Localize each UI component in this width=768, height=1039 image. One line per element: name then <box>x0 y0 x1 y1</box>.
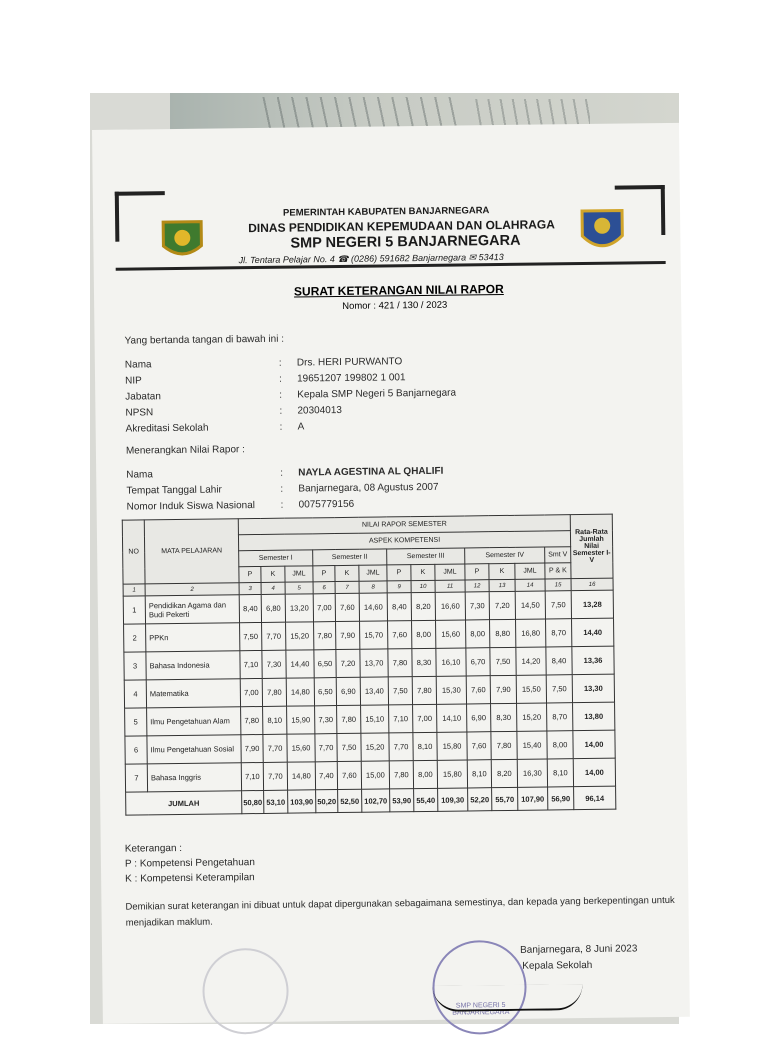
header-line-2: DINAS PENDIDIKAN KEPEMUDAAN DAN OLAHRAGA <box>248 217 555 236</box>
subheader-cell: JML <box>285 566 313 582</box>
table-cell: 7,10 <box>240 650 262 678</box>
table-cell: 13,40 <box>360 677 388 705</box>
table-cell: 14,20 <box>516 647 546 675</box>
table-cell: 7,20 <box>336 649 360 677</box>
subheader-cell: K <box>411 564 435 580</box>
table-cell: 7,80 <box>337 705 361 733</box>
table-cell: 15,40 <box>517 731 547 759</box>
table-cell: 7,70 <box>263 734 287 762</box>
total-row <box>126 786 616 815</box>
table-cell: 15,90 <box>287 706 315 734</box>
table-cell: 8,00 <box>413 760 437 788</box>
table-cell: 15,30 <box>436 676 466 704</box>
table-cell: 14,40 <box>572 618 614 647</box>
header-semester: Smt V <box>545 547 571 563</box>
column-number: 14 <box>515 579 545 591</box>
table-cell: 15,20 <box>361 733 389 761</box>
table-cell: 7,70 <box>262 622 286 650</box>
table-cell: 8,20 <box>491 759 517 787</box>
table-cell: 7,60 <box>466 676 490 704</box>
table-cell: 14,80 <box>287 762 315 790</box>
table-cell: 4 <box>124 680 146 708</box>
total-cell: 50,80 <box>242 790 264 813</box>
column-number: 16 <box>571 578 613 591</box>
table-cell: 7,60 <box>467 732 491 760</box>
table-cell: 8,40 <box>387 593 411 621</box>
table-cell: Bahasa Indonesia <box>146 651 240 680</box>
signer-colons: : : : : : <box>278 357 283 433</box>
header-semester: Semester III <box>387 548 465 565</box>
header-line-1: PEMERINTAH KABUPATEN BANJARNEGARA <box>282 205 490 219</box>
table-cell: 7,90 <box>490 675 516 703</box>
subheader-cell: JML <box>435 564 465 580</box>
total-label: JUMLAH <box>126 791 242 815</box>
table-cell: 8,00 <box>547 731 573 759</box>
table-cell: 7,70 <box>263 762 287 790</box>
table-cell: 7,40 <box>315 762 337 790</box>
table-cell: 15,20 <box>517 703 547 731</box>
student-colons: : : : <box>280 467 284 511</box>
column-number: 10 <box>411 580 435 592</box>
table-cell: 7,60 <box>337 761 361 789</box>
table-cell: 16,30 <box>517 759 547 787</box>
table-cell: 7,60 <box>335 593 359 621</box>
intro-text: Yang bertanda tangan di bawah ini : <box>124 333 285 347</box>
subheader-cell: K <box>261 566 285 582</box>
table-cell: Ilmu Pengetahuan Sosial <box>147 735 241 764</box>
total-cell: 109,30 <box>438 788 468 811</box>
table-cell: 3 <box>124 652 146 680</box>
table-cell: 16,80 <box>516 619 546 647</box>
column-number: 3 <box>239 582 261 594</box>
table-cell: 15,60 <box>436 620 466 648</box>
total-cell: 53,10 <box>264 790 288 813</box>
total-cell: 55,70 <box>492 787 518 810</box>
student-values: NAYLA AGESTINA AL QHALIFI Banjarnegara, 08 Agustus 2007 0075779156 <box>298 465 444 511</box>
total-cell: 56,90 <box>548 787 574 810</box>
table-cell: 13,20 <box>285 594 313 622</box>
school-stamp: SMP NEGERI 5 BANJARNEGARA <box>432 940 527 1035</box>
subheader-cell: P <box>387 565 411 581</box>
grades-body <box>123 590 616 815</box>
faded-stamp <box>202 948 289 1035</box>
table-cell: 7,00 <box>240 678 262 706</box>
subheader-cell: K <box>489 563 515 579</box>
table-cell: 7,50 <box>337 733 361 761</box>
total-cell: 52,20 <box>468 788 492 811</box>
table-cell: 7,00 <box>413 704 437 732</box>
total-cell: 50,20 <box>316 790 338 813</box>
table-cell: 7,80 <box>412 676 436 704</box>
total-rata-rata: 96,14 <box>574 786 616 810</box>
document-title: SURAT KETERANGAN NILAI RAPOR <box>293 281 504 299</box>
column-number: 4 <box>261 582 285 594</box>
table-cell: 15,70 <box>360 621 388 649</box>
table-cell: 6,90 <box>467 704 491 732</box>
signer-title: Kepala Sekolah <box>522 959 593 972</box>
table-cell: 7,70 <box>315 734 337 762</box>
table-cell: 7,50 <box>490 647 516 675</box>
table-cell: 14,80 <box>286 678 314 706</box>
table-cell: 16,60 <box>435 592 465 620</box>
table-cell: 15,50 <box>516 675 546 703</box>
table-cell: 14,40 <box>286 650 314 678</box>
column-number: 13 <box>489 579 515 591</box>
table-cell: 8,40 <box>546 647 572 675</box>
column-number: 6 <box>313 582 335 594</box>
place-date: Banjarnegara, 8 Juni 2023 <box>519 943 638 956</box>
table-cell: 15,00 <box>361 761 389 789</box>
table-cell: 6 <box>125 736 147 764</box>
table-cell: Matematika <box>146 679 240 708</box>
table-cell: 15,80 <box>437 732 467 760</box>
table-cell: 8,80 <box>490 619 516 647</box>
table-cell: 7,10 <box>241 762 263 790</box>
total-cell: 53,90 <box>390 789 414 812</box>
table-cell: 7,50 <box>240 622 262 650</box>
table-cell: 6,90 <box>336 677 360 705</box>
signer-labels: Nama NIP Jabatan NPSN Akreditasi Sekolah <box>124 359 209 435</box>
table-cell: 7,90 <box>336 621 360 649</box>
header-semester: Semester I <box>239 550 313 567</box>
table-cell: 7,30 <box>315 706 337 734</box>
table-cell: 7,60 <box>388 621 412 649</box>
table-cell: 14,00 <box>573 758 615 787</box>
subheader-cell: JML <box>515 563 545 579</box>
table-cell: 13,36 <box>572 646 614 675</box>
table-cell: Ilmu Pengetahuan Alam <box>147 707 241 736</box>
table-cell: 13,28 <box>571 590 613 619</box>
keterangan-block: Keterangan : P : Kompetensi Pengetahuan K : Kompetensi Keterampilan <box>124 842 255 885</box>
student-labels: Nama Tempat Tanggal Lahir Nomor Induk Siswa Nasional <box>126 469 256 513</box>
table-cell: 7,30 <box>465 592 489 620</box>
table-cell: 6,50 <box>314 678 336 706</box>
column-number: 15 <box>545 579 571 591</box>
total-cell: 52,50 <box>338 789 362 812</box>
table-cell: 6,80 <box>261 594 285 622</box>
table-cell: 7,90 <box>241 734 263 762</box>
table-cell: Pendidikan Agama dan Budi Pekerti <box>145 595 239 624</box>
column-number: 8 <box>359 581 387 593</box>
table-cell: 7,80 <box>388 649 412 677</box>
total-cell: 107,90 <box>518 787 548 810</box>
table-cell: 7,80 <box>314 622 336 650</box>
table-cell: 1 <box>123 596 145 624</box>
subheader-cell: JML <box>359 565 387 581</box>
header-aspek: ASPEK KOMPETENSI <box>238 531 570 551</box>
subheader-cell: P & K <box>545 563 571 579</box>
table-cell: 8,70 <box>547 703 573 731</box>
header-nilai: NILAI RAPOR SEMESTER <box>238 515 570 535</box>
table-cell: 7,80 <box>491 731 517 759</box>
column-number: 1 <box>123 584 145 596</box>
table-cell: 14,00 <box>573 730 615 759</box>
table-cell: 8,70 <box>546 619 572 647</box>
header-semester: Semester IV <box>465 547 545 564</box>
table-cell: Bahasa Inggris <box>147 763 241 792</box>
table-cell: 14,50 <box>515 591 545 619</box>
explain-text: Menerangkan Nilai Rapor : <box>125 444 245 457</box>
table-cell: 7,80 <box>389 761 413 789</box>
table-cell: 13,30 <box>572 674 614 703</box>
header-no: NO <box>122 520 145 584</box>
column-number: 5 <box>285 582 313 594</box>
table-cell: 7,80 <box>262 678 286 706</box>
table-cell: 7,00 <box>313 594 335 622</box>
table-cell: 7,50 <box>545 591 571 619</box>
header-semester: Semester II <box>313 549 387 566</box>
grades-table <box>122 514 617 816</box>
table-cell: 7,80 <box>241 706 263 734</box>
table-cell: 13,70 <box>360 649 388 677</box>
table-cell: 2 <box>124 624 146 652</box>
table-cell: 7,50 <box>388 677 412 705</box>
column-number: 9 <box>387 581 411 593</box>
signature <box>432 984 582 1012</box>
signer-values: Drs. HERI PURWANTO 19651207 199802 1 001 Kepala SMP Negeri 5 Banjarnegara 20304013 A <box>296 356 457 433</box>
header-mapel: MATA PELAJARAN <box>144 519 239 584</box>
table-cell: 8,30 <box>491 703 517 731</box>
subheader-cell: P <box>239 566 261 582</box>
header-address: Jl. Tentara Pelajar No. 4 ☎ (0286) 591682 Banjarnegara ✉ 53413 <box>238 251 504 266</box>
table-cell: 7,50 <box>546 675 572 703</box>
subheader-cell: P <box>313 566 335 582</box>
school-logo <box>577 205 628 256</box>
table-cell: 7,30 <box>262 650 286 678</box>
column-number: 7 <box>335 581 359 593</box>
header-line-3: SMP NEGERI 5 BANJARNEGARA <box>290 232 521 252</box>
total-cell: 55,40 <box>414 788 438 811</box>
table-cell: 15,80 <box>437 760 467 788</box>
table-cell: 8,40 <box>239 594 261 622</box>
closing-text: Demikian surat keterangan ini dibuat untuk dapat dipergunakan sebagaimana semestinya, dan kepada yang berkepentingan untuk menjadikan maklum. <box>125 894 675 929</box>
table-cell: 15,60 <box>287 734 315 762</box>
total-cell: 103,90 <box>288 790 316 813</box>
table-cell: 8,10 <box>467 760 491 788</box>
table-cell: 6,50 <box>314 650 336 678</box>
table-cell: 8,10 <box>413 732 437 760</box>
regency-logo <box>159 216 206 265</box>
table-cell: 7,10 <box>389 705 413 733</box>
table-cell: 14,60 <box>359 593 387 621</box>
ornament-left <box>115 191 166 242</box>
table-cell: 16,10 <box>436 648 466 676</box>
table-cell: 8,10 <box>547 759 573 787</box>
table-cell: 8,00 <box>466 620 490 648</box>
table-cell: 7 <box>125 764 147 792</box>
table-cell: PPKn <box>146 623 240 652</box>
table-cell: 8,00 <box>412 620 436 648</box>
column-number: 11 <box>435 580 465 592</box>
subheader-cell: P <box>465 564 489 580</box>
table-cell: 7,70 <box>389 733 413 761</box>
column-number: 12 <box>465 580 489 592</box>
subheader-cell: K <box>335 565 359 581</box>
table-cell: 15,20 <box>286 622 314 650</box>
table-cell: 13,80 <box>573 702 615 731</box>
header-rata-rata: Rata-Rata Jumlah Nilai Semester I-V <box>570 514 613 579</box>
table-cell: 6,70 <box>466 648 490 676</box>
document-number: Nomor : 421 / 130 / 2023 <box>342 299 448 312</box>
table-cell: 8,10 <box>263 706 287 734</box>
document-sheet <box>92 123 690 1024</box>
table-cell: 5 <box>125 708 147 736</box>
table-cell: 14,10 <box>437 704 467 732</box>
column-number: 2 <box>145 583 239 596</box>
table-cell: 15,10 <box>361 705 389 733</box>
table-cell: 8,20 <box>411 592 435 620</box>
table-cell: 8,30 <box>412 648 436 676</box>
table-cell: 7,20 <box>489 591 515 619</box>
total-cell: 102,70 <box>362 789 390 812</box>
